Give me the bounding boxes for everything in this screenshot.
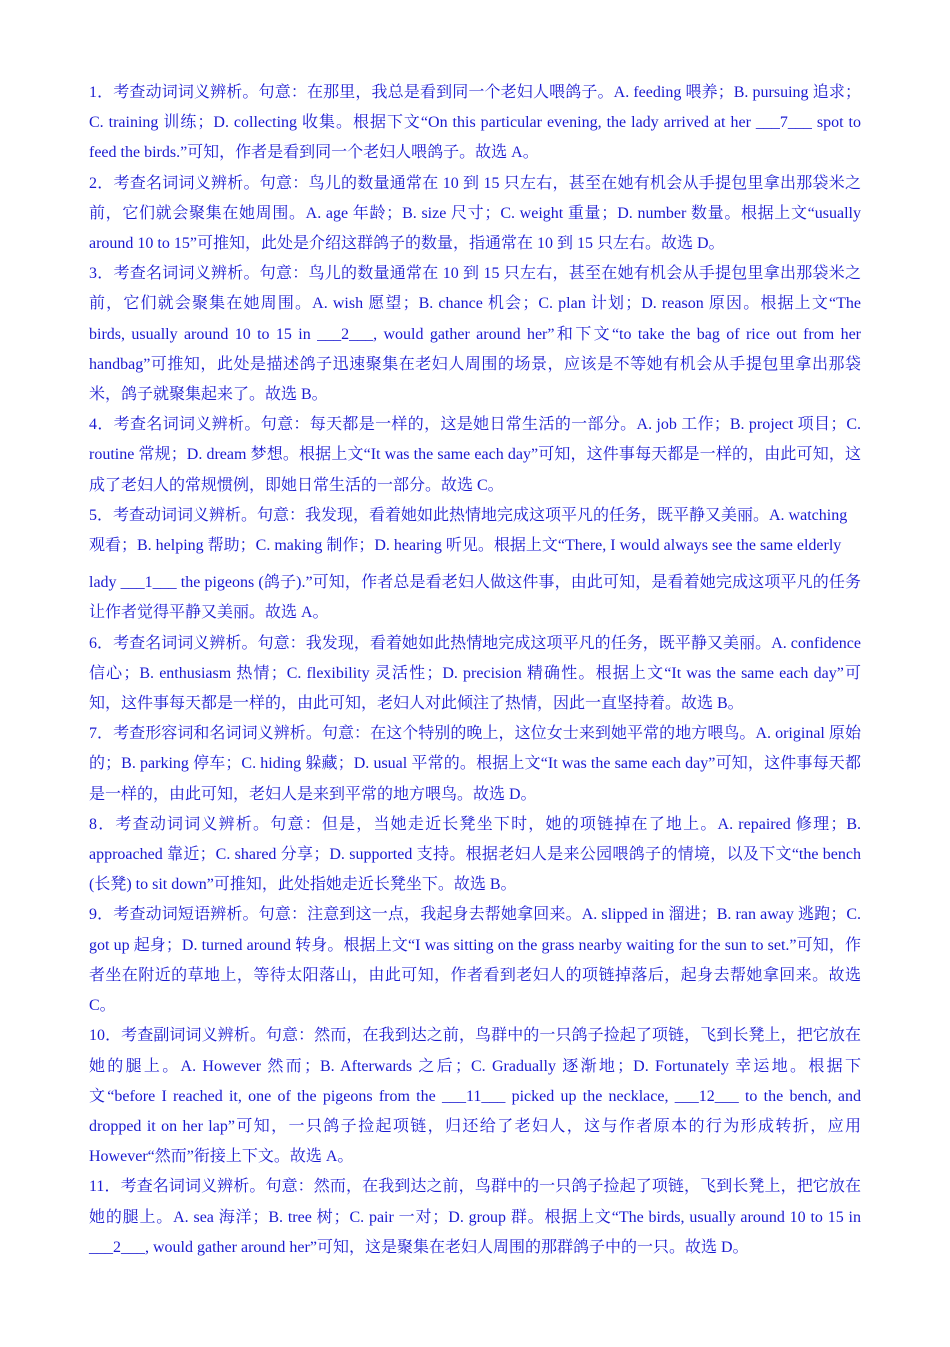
explanation-3: 3．考查名词词义辨析。句意：鸟儿的数量通常在 10 到 15 只左右，甚至在她有机会从手提包里拿出那袋米之前，它们就会聚集在她周围。A. wish 愿望；B. chance 机会；C. plan 计划；D. reason 原因。根据上文“The birds, usually around 10 to 15 in ___2___, would gather around her”和下文“to take the bag of rice out from her handbag”可推知，此处是描述鸽子迅速聚集在老妇人周围的场景，应该是不等她有机会从手提包里拿出那袋米，鸽子就聚集起来了。故选 B。 (89, 265, 861, 404)
explanation-5: 5．考查动词词义辨析。句意：我发现，看着她如此热情地完成这项平凡的任务，既平静又美丽。A. watching 观看；B. helping 帮助；C. making 制作；D. hearing 听见。根据上文“There, I would always see the same elderly (89, 506, 848, 555)
explanation-7: 7．考查形容词和名词词义辨析。句意：在这个特别的晚上，这位女士来到她平常的地方喂鸟。A. original 原始的；B. parking 停车；C. hiding 躲藏；D. usual 平常的。根据上文“It was the same each day”可知，这件事每天都是一样的，由此可知，老妇人是来到平常的地方喂鸟。故选 D。 (89, 725, 861, 803)
explanation-9: 9．考查动词短语辨析。句意：注意到这一点，我起身去帮她拿回来。A. slipped in 溜进；B. ran away 逃跑；C. got up 起身；D. turned around 转身。根据上文“I was sitting on the grass nearby waiting for the sun to set.”可知，作者坐在附近的草地上，等待太阳落山，由此可知，作者看到老妇人的项链掉落后，起身去帮她拿回来。故选 C。 (89, 906, 861, 1015)
answer-explanations (89, 78, 861, 1263)
explanation-11: 11．考查名词词义辨析。句意：然而，在我到达之前，鸟群中的一只鸽子捡起了项链，飞到长凳上，把它放在她的腿上。A. sea 海洋；B. tree 树；C. pair 一对；D. group 群。根据上文“The birds, usually around 10 to 15 in ___2___, would gather around her”可知，这是聚集在老妇人周围的那群鸽子中的一只。故选 D。 (89, 1178, 861, 1256)
explanation-4: 4．考查名词词义辨析。句意：每天都是一样的，这是她日常生活的一部分。A. job 工作；B. project 项目；C. routine 常规；D. dream 梦想。根据上文“It was the same each day”可知，这件事每天都是一样的，由此可知，这成了老妇人的常规惯例，即她日常生活的一部分。故选 C。 (89, 416, 861, 494)
explanation-10: 10．考查副词词义辨析。句意：然而，在我到达之前，鸟群中的一只鸽子捡起了项链，飞到长凳上，把它放在她的腿上。A. However 然而；B. Afterwards 之后；C. Gradually 逐渐地；D. Fortunately 幸运地。根据下文“before I reached it, one of the pigeons from the ___11___ picked up the necklace, ___12___ to the bench, and dropped it on her lap”可知，一只鸽子捡起项链，归还给了老妇人，这与作者原本的行为形成转折，应用 However“然而”衔接上下文。故选 A。 (89, 1027, 861, 1166)
explanation-2: 2．考查名词词义辨析。句意：鸟儿的数量通常在 10 到 15 只左右，甚至在她有机会从手提包里拿出那袋米之前，它们就会聚集在她周围。A. age 年龄；B. size 尺寸；C. weight 重量；D. number 数量。根据上文“usually around 10 to 15”可推知，此处是介绍这群鸽子的数量，指通常在 10 到 15 只左右。故选 D。 (89, 174, 861, 253)
explanation-8: 8．考查动词词义辨析。句意：但是，当她走近长凳坐下时，她的项链掉在了地上。A. repaired 修理；B. approached 靠近；C. shared 分享；D. supported 支持。根据老妇人是来公园喂鸽子的情境，以及下文“the bench (长凳) to sit down”可推知，此处指她走近长凳坐下。故选 B。 (89, 815, 861, 894)
explanation-1: 1．考查动词词义辨析。句意：在那里，我总是看到同一个老妇人喂鸽子。A. feeding 喂养；B. pursuing 追求；C. training 训练；D. collecting 收集。根据下文“On this particular evening, the lady arrived at her ___7___ spot to feed the birds.”可知，作者是看到同一个老妇人喂鸽子。故选 A。 (89, 84, 861, 162)
explanation-6: 6．考查名词词义辨析。句意：我发现，看着她如此热情地完成这项平凡的任务，既平静又美丽。A. confidence 信心；B. enthusiasm 热情；C. flexibility 灵活性；D. precision 精确性。根据上文“It was the same each day”可知，这件事每天都是一样的，由此可知，老妇人对此倾注了热情，因此一直坚持着。故选 B。 (89, 634, 861, 713)
explanation-5-continued: lady ___1___ the pigeons (鸽子).”可知，作者总是看老妇人做这件事，由此可知，是看着她完成这项平凡的任务让作者觉得平静又美丽。故选 A。 (89, 574, 861, 622)
